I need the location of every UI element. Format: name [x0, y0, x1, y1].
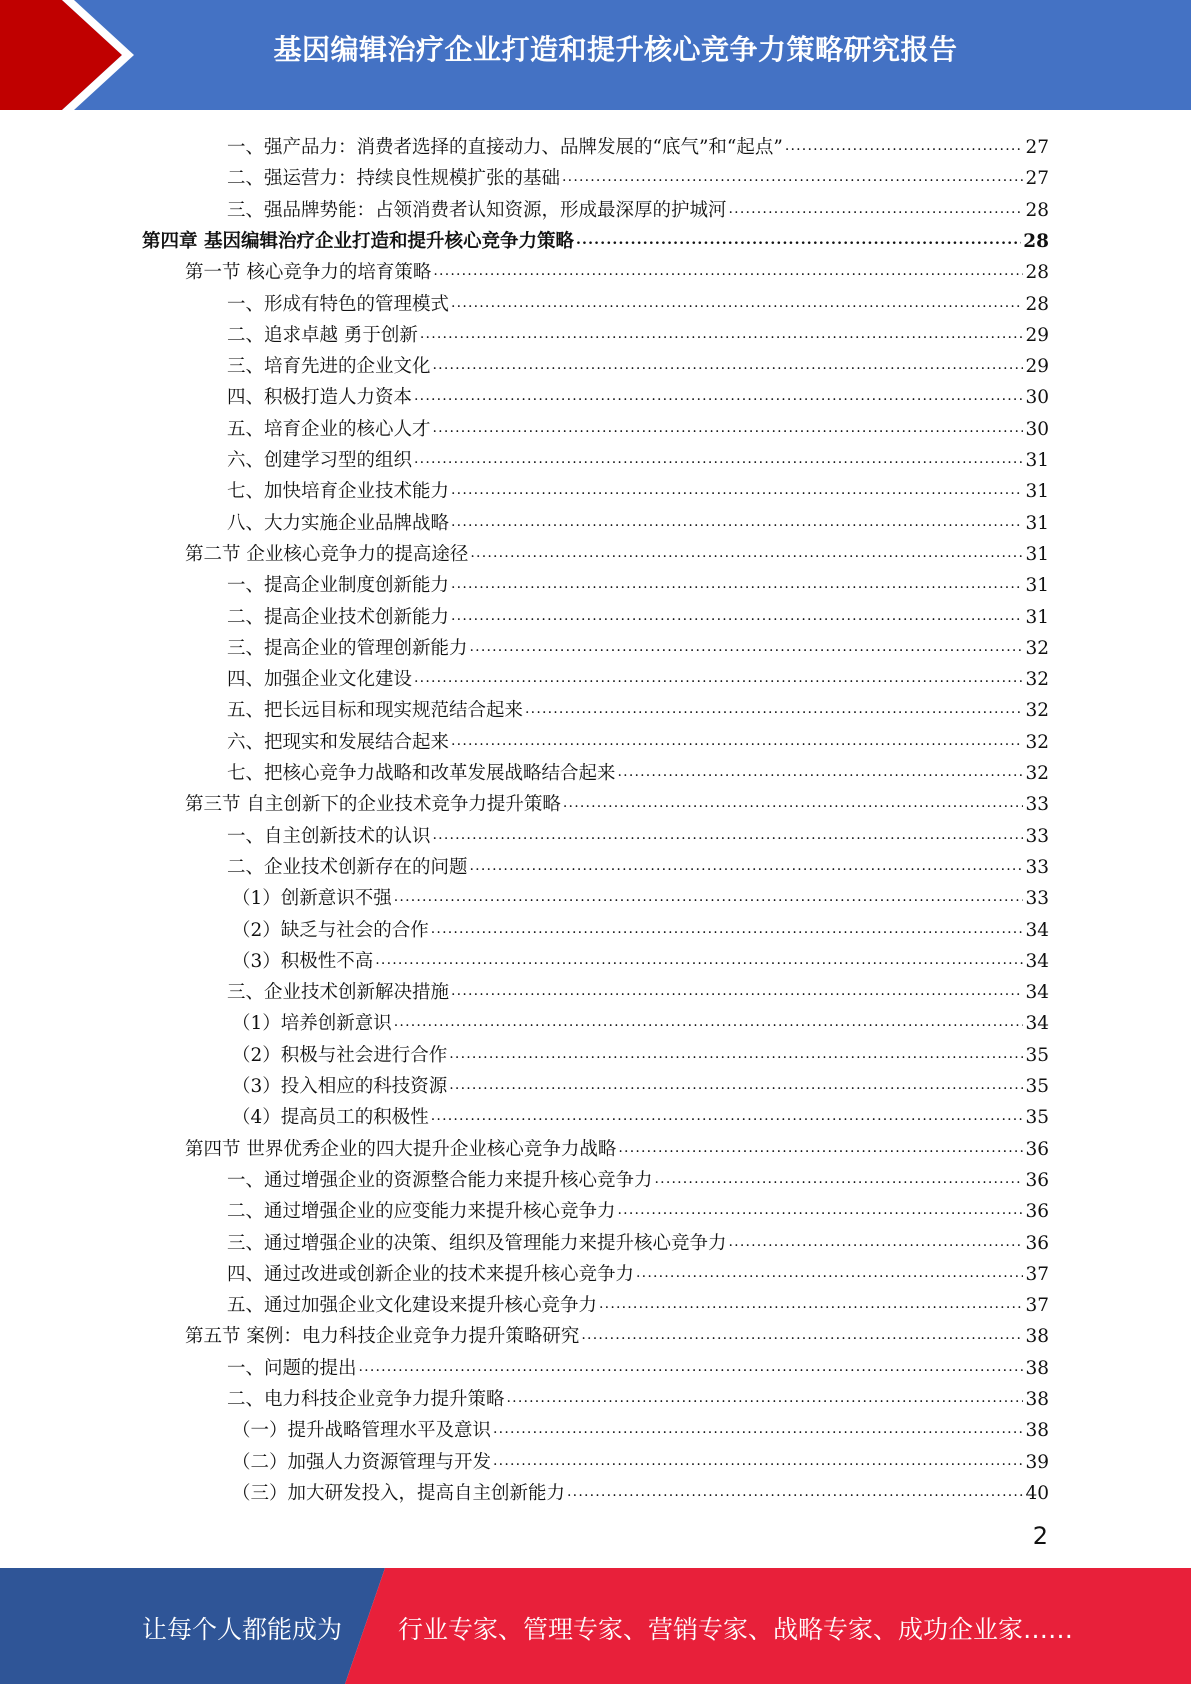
toc-item-entry[interactable]: [227, 1192, 1049, 1223]
toc-entry-page: 27: [1025, 137, 1049, 158]
toc-entry-page: 31: [1025, 450, 1049, 471]
toc-entry-page: 33: [1025, 825, 1049, 847]
toc-dot-leader: [451, 732, 1023, 754]
toc-entry-title: 一、通过增强企业的资源整合能力来提升核心竞争力: [227, 1169, 653, 1191]
toc-dot-leader: [729, 1233, 1024, 1255]
toc-item-entry[interactable]: [227, 285, 1049, 316]
toc-item-entry[interactable]: [227, 660, 1049, 691]
toc-entry-page: 35: [1025, 1076, 1049, 1097]
toc-entry-page: 28: [1025, 262, 1049, 284]
toc-item-entry[interactable]: [227, 1224, 1049, 1255]
toc-dot-leader: [420, 325, 1024, 347]
toc-entry-page: 38: [1025, 1357, 1049, 1379]
toc-section-entry[interactable]: [185, 253, 1049, 284]
toc-item-entry[interactable]: [227, 159, 1049, 190]
toc-entry-title: 第一节 核心竞争力的培育策略: [185, 262, 432, 284]
toc-entry-page: 32: [1025, 763, 1049, 784]
toc-item-entry[interactable]: [227, 629, 1049, 660]
toc-item-entry[interactable]: [227, 1349, 1049, 1380]
toc-dot-leader: [655, 1170, 1024, 1192]
toc-entry-title: 第五节 案例：电力科技企业竞争力提升策略研究: [185, 1326, 580, 1348]
toc-entry-title: 三、培育先进的企业文化: [227, 356, 431, 378]
toc-entry-title: 第二节 企业核心竞争力的提高途径: [185, 543, 469, 565]
toc-entry-title: 一、问题的提出: [227, 1357, 357, 1379]
toc-dot-leader: [618, 763, 1024, 785]
toc-entry-page: 32: [1025, 669, 1049, 691]
toc-dot-leader: [562, 168, 1023, 190]
toc-dot-leader: [563, 794, 1024, 816]
toc-entry-title: 二、强运营力：持续良性规模扩张的基础: [227, 168, 561, 190]
toc-entry-page: 29: [1025, 324, 1049, 346]
toc-entry-page: 32: [1025, 700, 1049, 722]
toc-entry-title: 四、加强企业文化建设: [227, 669, 413, 691]
toc-entry-page: 36: [1025, 1201, 1049, 1223]
report-title: 基因编辑治疗企业打造和提升核心竞争力策略研究报告: [273, 33, 958, 66]
toc-entry-page: 28: [1025, 293, 1049, 315]
toc-dot-leader: [576, 231, 1021, 253]
toc-dot-leader: [729, 200, 1024, 222]
toc-item-entry[interactable]: [232, 1411, 1049, 1442]
toc-entry-page: 39: [1025, 1451, 1049, 1473]
footer-slogan-right: 行业专家、管理专家、营销专家、战略专家、成功企业家……: [398, 1615, 1074, 1644]
toc-entry-page: 34: [1025, 950, 1049, 972]
toc-entry-page: 34: [1025, 982, 1049, 1004]
toc-item-entry[interactable]: [227, 472, 1049, 503]
toc-entry-title: 二、通过增强企业的应变能力来提升核心竞争力: [227, 1201, 616, 1223]
toc-entry-title: 第四章 基因编辑治疗企业打造和提升核心竞争力策略: [142, 230, 574, 252]
toc-dot-leader: [375, 951, 1023, 973]
toc-entry-page: 27: [1025, 168, 1049, 190]
toc-dot-leader: [451, 607, 1023, 629]
toc-entry-page: 31: [1025, 481, 1049, 503]
toc-entry-title: 一、强产品力：消费者选择的直接动力、品牌发展的“底气”和“起点”: [227, 137, 783, 158]
toc-section-entry[interactable]: [185, 785, 1049, 816]
toc-entry-page: 36: [1025, 1138, 1049, 1160]
toc-section-entry[interactable]: [185, 535, 1049, 566]
toc-item-entry[interactable]: [232, 942, 1049, 973]
toc-item-entry[interactable]: [227, 378, 1049, 409]
toc-dot-leader: [581, 1326, 1023, 1348]
toc-entry-title: 一、提高企业制度创新能力: [227, 575, 450, 597]
toc-entry-page: 37: [1025, 1263, 1049, 1285]
toc-entry-title: 第四节 世界优秀企业的四大提升企业核心竞争力战略: [185, 1138, 617, 1160]
toc-item-entry[interactable]: [227, 754, 1049, 785]
toc-entry-page: 31: [1025, 543, 1049, 565]
toc-entry-page: 36: [1025, 1169, 1049, 1191]
toc-entry-title: （2）积极与社会进行合作: [232, 1044, 448, 1066]
toc-entry-page: 31: [1025, 512, 1049, 534]
toc-dot-leader: [470, 857, 1024, 879]
toc-item-entry[interactable]: [232, 1036, 1049, 1067]
toc-dot-leader: [618, 1139, 1023, 1161]
toc-entry-title: 五、培育企业的核心人才: [227, 418, 431, 440]
toc-item-entry[interactable]: [227, 723, 1049, 754]
toc-entry-page: 35: [1025, 1107, 1049, 1129]
toc-entry-page: 33: [1025, 794, 1049, 816]
toc-entry-title: 七、把核心竞争力战略和改革发展战略结合起来: [227, 763, 616, 784]
toc-entry-title: （3）投入相应的科技资源: [232, 1076, 448, 1097]
toc-dot-leader: [618, 1201, 1024, 1223]
toc-dot-leader: [599, 1295, 1023, 1317]
toc-dot-leader: [433, 262, 1023, 284]
toc-item-entry[interactable]: [232, 1098, 1049, 1129]
toc-dot-leader: [470, 638, 1024, 660]
toc-item-entry[interactable]: [227, 410, 1049, 441]
toc-section-entry[interactable]: [185, 1317, 1049, 1348]
toc-dot-leader: [394, 888, 1024, 910]
footer-slogan-left: 让每个人都能成为: [142, 1615, 343, 1644]
toc-dot-leader: [451, 481, 1023, 503]
toc-entry-title: 八、大力实施企业品牌战略: [227, 512, 450, 534]
toc-item-entry[interactable]: [227, 441, 1049, 472]
toc-entry-page: 30: [1025, 387, 1049, 409]
toc-entry-page: 32: [1025, 731, 1049, 753]
toc-entry-title: （1）创新意识不强: [232, 888, 392, 910]
toc-item-entry[interactable]: [227, 1255, 1049, 1286]
toc-item-entry[interactable]: [227, 1380, 1049, 1411]
toc-dot-leader: [507, 1389, 1024, 1411]
toc-entry-title: 二、提高企业技术创新能力: [227, 606, 450, 628]
toc-entry-title: 一、自主创新技术的认识: [227, 825, 431, 847]
toc-entry-title: 二、追求卓越 勇于创新: [227, 324, 418, 346]
toc-entry-title: 二、电力科技企业竞争力提升策略: [227, 1389, 505, 1410]
toc-entry-page: 29: [1025, 356, 1049, 378]
toc-entry-page: 28: [1023, 230, 1049, 252]
toc-item-entry[interactable]: [227, 191, 1049, 222]
toc-item-entry[interactable]: [227, 1161, 1049, 1192]
toc-dot-leader: [414, 387, 1023, 409]
toc-dot-leader: [414, 450, 1023, 472]
toc-entry-title: 四、积极打造人力资本: [227, 387, 413, 409]
toc-entry-title: 三、通过增强企业的决策、组织及管理能力来提升核心竞争力: [227, 1232, 727, 1254]
toc-dot-leader: [433, 356, 1024, 378]
toc-dot-leader: [433, 826, 1024, 848]
toc-dot-leader: [493, 1452, 1023, 1474]
toc-dot-leader: [451, 294, 1023, 316]
toc-entry-title: 四、通过改进或创新企业的技术来提升核心竞争力: [227, 1263, 635, 1285]
page-number: 2: [1032, 1522, 1048, 1550]
toc-entry-title: 三、企业技术创新解决措施: [227, 982, 450, 1004]
toc-item-entry[interactable]: [227, 128, 1049, 159]
toc-dot-leader: [449, 1045, 1023, 1067]
toc-dot-leader: [431, 1107, 1024, 1129]
toc-dot-leader: [433, 419, 1024, 441]
toc-dot-leader: [451, 982, 1023, 1004]
toc-item-entry[interactable]: [232, 1067, 1049, 1098]
toc-entry-title: 第三节 自主创新下的企业技术竞争力提升策略: [185, 794, 561, 816]
toc-entry-title: 五、通过加强企业文化建设来提升核心竞争力: [227, 1295, 598, 1317]
toc-item-entry[interactable]: [232, 1004, 1049, 1035]
toc-dot-leader: [394, 1013, 1024, 1035]
toc-entry-title: （1）培养创新意识: [232, 1013, 392, 1035]
toc-dot-leader: [414, 669, 1023, 691]
toc-entry-page: 34: [1025, 1013, 1049, 1035]
toc-entry-page: 31: [1025, 575, 1049, 597]
toc-entry-title: （4）提高员工的积极性: [232, 1107, 429, 1129]
toc-item-entry[interactable]: [227, 1286, 1049, 1317]
toc-entry-page: 31: [1025, 606, 1049, 628]
toc-entry-title: 三、强品牌势能：占领消费者认知资源，形成最深厚的护城河: [227, 199, 727, 221]
toc-entry-page: 33: [1025, 888, 1049, 910]
toc-entry-page: 37: [1025, 1295, 1049, 1317]
toc-entry-title: 六、创建学习型的组织: [227, 450, 413, 471]
toc-item-entry[interactable]: [232, 1474, 1049, 1505]
toc-item-entry[interactable]: [227, 566, 1049, 597]
toc-entry-page: 40: [1025, 1482, 1049, 1504]
toc-entry-title: （2）缺乏与社会的合作: [232, 919, 429, 941]
toc-entry-page: 30: [1025, 418, 1049, 440]
toc-entry-title: （3）积极性不高: [232, 950, 374, 972]
toc-entry-title: 二、企业技术创新存在的问题: [227, 856, 468, 878]
toc-entry-title: 一、形成有特色的管理模式: [227, 293, 450, 315]
toc-dot-leader: [449, 1076, 1023, 1098]
toc-entry-title: 七、加快培育企业技术能力: [227, 481, 450, 503]
page-footer: [0, 1568, 1191, 1684]
toc-item-entry[interactable]: [227, 848, 1049, 879]
toc-entry-page: 38: [1025, 1389, 1049, 1410]
toc-item-entry[interactable]: [227, 691, 1049, 722]
toc-item-entry[interactable]: [227, 316, 1049, 347]
page-header: [0, 0, 1191, 110]
toc-dot-leader: [451, 513, 1023, 535]
toc-entry-title: 六、把现实和发展结合起来: [227, 731, 450, 753]
toc-entry-page: 33: [1025, 856, 1049, 878]
toc-dot-leader: [525, 700, 1023, 722]
toc-entry-title: （一）提升战略管理水平及意识: [232, 1420, 492, 1442]
toc-chapter-entry[interactable]: [142, 222, 1049, 253]
toc-entry-page: 35: [1025, 1044, 1049, 1066]
toc-dot-leader: [567, 1483, 1023, 1505]
toc-item-entry[interactable]: [232, 911, 1049, 942]
toc-entry-page: 38: [1025, 1420, 1049, 1442]
toc-dot-leader: [785, 137, 1024, 159]
toc-dot-leader: [359, 1358, 1024, 1380]
toc-entry-page: 32: [1025, 637, 1049, 659]
toc-item-entry[interactable]: [227, 598, 1049, 629]
toc-item-entry[interactable]: [232, 879, 1049, 910]
toc-dot-leader: [451, 575, 1023, 597]
toc-item-entry[interactable]: [232, 1443, 1049, 1474]
toc-section-entry[interactable]: [185, 1130, 1049, 1161]
toc-entry-title: 五、把长远目标和现实规范结合起来: [227, 700, 524, 722]
toc-entry-title: （三）加大研发投入，提高自主创新能力: [232, 1482, 566, 1504]
toc-entry-page: 28: [1025, 199, 1049, 221]
toc-entry-page: 38: [1025, 1326, 1049, 1348]
toc-entry-page: 36: [1025, 1232, 1049, 1254]
toc-item-entry[interactable]: [227, 973, 1049, 1004]
toc-dot-leader: [431, 920, 1024, 942]
toc-dot-leader: [470, 544, 1023, 566]
toc-item-entry[interactable]: [227, 817, 1049, 848]
toc-entry-page: 34: [1025, 919, 1049, 941]
toc-item-entry[interactable]: [227, 504, 1049, 535]
toc-entry-title: （二）加强人力资源管理与开发: [232, 1451, 492, 1473]
toc-dot-leader: [493, 1420, 1023, 1442]
toc-item-entry[interactable]: [227, 347, 1049, 378]
toc-dot-leader: [636, 1264, 1023, 1286]
toc-entry-title: 三、提高企业的管理创新能力: [227, 637, 468, 659]
